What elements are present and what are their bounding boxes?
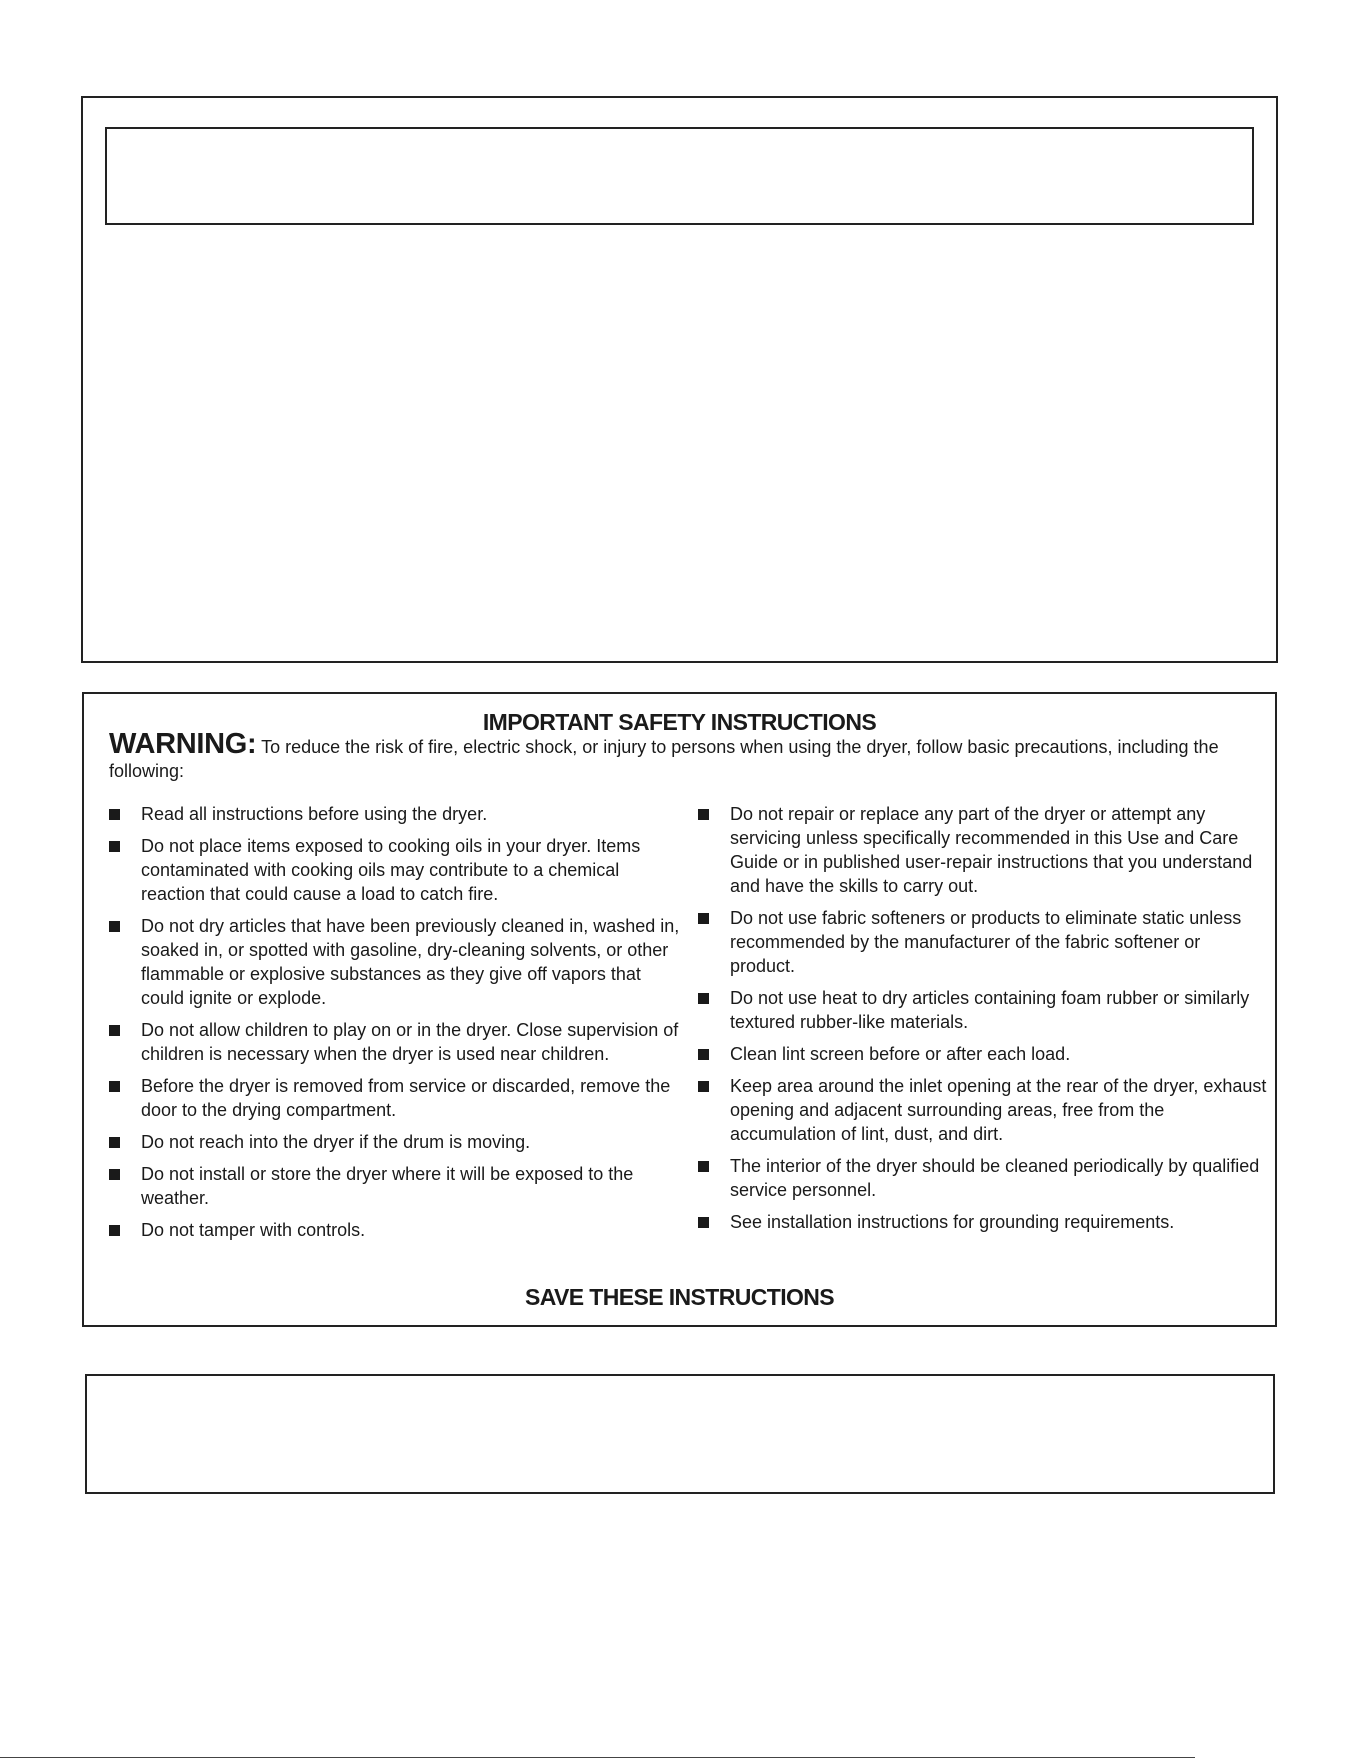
list-item: Do not use fabric softeners or products to eliminate static unless recommended by the manufacturer of the fabric softener or product.: [698, 906, 1268, 978]
save-instructions-heading: SAVE THESE INSTRUCTIONS: [524, 1284, 835, 1310]
square-bullet-icon: [698, 1049, 709, 1060]
square-bullet-icon: [109, 1081, 120, 1092]
list-item: Keep area around the inlet opening at the rear of the dryer, exhaust opening and adjacent surrounding areas, free from the accumulation of lint, dust, and dirt.: [698, 1074, 1268, 1146]
warning-text: To reduce the risk of fire, electric shock, or injury to persons when using the dryer, follow basic precautions, including the following:: [109, 737, 1219, 781]
square-bullet-icon: [698, 993, 709, 1004]
list-item: Before the dryer is removed from service or discarded, remove the door to the drying compartment.: [109, 1074, 684, 1122]
safety-instructions-box: [82, 692, 1277, 1327]
left-instruction-list: [109, 802, 684, 1250]
square-bullet-icon: [109, 1137, 120, 1148]
square-bullet-icon: [698, 913, 709, 924]
list-item: Do not place items exposed to cooking oils in your dryer. Items contaminated with cooking oils may contribute to a chemical reaction that could cause a load to catch fire.: [109, 834, 684, 906]
list-item: Do not use heat to dry articles containing foam rubber or similarly textured rubber-like materials.: [698, 986, 1268, 1034]
square-bullet-icon: [109, 809, 120, 820]
top-blank-header-box: [105, 127, 1254, 225]
warning-paragraph: [109, 728, 1259, 783]
footer-divider: [0, 1757, 1195, 1758]
list-item: Do not install or store the dryer where it will be exposed to the weather.: [109, 1162, 684, 1210]
list-item: See installation instructions for grounding requirements.: [698, 1210, 1268, 1234]
list-item: Do not dry articles that have been previously cleaned in, washed in, soaked in, or spotted with gasoline, dry-cleaning solvents, or other flammable or explosive substances as they give off vapors that could ignite or explode.: [109, 914, 684, 1010]
list-item: Do not tamper with controls.: [109, 1218, 684, 1242]
square-bullet-icon: [109, 921, 120, 932]
square-bullet-icon: [698, 1161, 709, 1172]
bottom-blank-box: [85, 1374, 1275, 1494]
square-bullet-icon: [109, 1225, 120, 1236]
right-instruction-list: [698, 802, 1268, 1242]
list-item: Read all instructions before using the dryer.: [109, 802, 684, 826]
list-item: Do not repair or replace any part of the dryer or attempt any servicing unless specifically recommended in this Use and Care Guide or in published user-repair instructions that you understand and have the skills to carry out.: [698, 802, 1268, 898]
square-bullet-icon: [698, 809, 709, 820]
safety-title: IMPORTANT SAFETY INSTRUCTIONS: [482, 709, 877, 735]
square-bullet-icon: [109, 841, 120, 852]
square-bullet-icon: [698, 1081, 709, 1092]
list-item: Clean lint screen before or after each load.: [698, 1042, 1268, 1066]
square-bullet-icon: [109, 1169, 120, 1180]
list-item: Do not reach into the dryer if the drum is moving.: [109, 1130, 684, 1154]
list-item: The interior of the dryer should be cleaned periodically by qualified service personnel.: [698, 1154, 1268, 1202]
warning-label: WARNING:: [109, 728, 257, 760]
square-bullet-icon: [698, 1217, 709, 1228]
square-bullet-icon: [109, 1025, 120, 1036]
list-item: Do not allow children to play on or in the dryer. Close supervision of children is necessary when the dryer is used near children.: [109, 1018, 684, 1066]
